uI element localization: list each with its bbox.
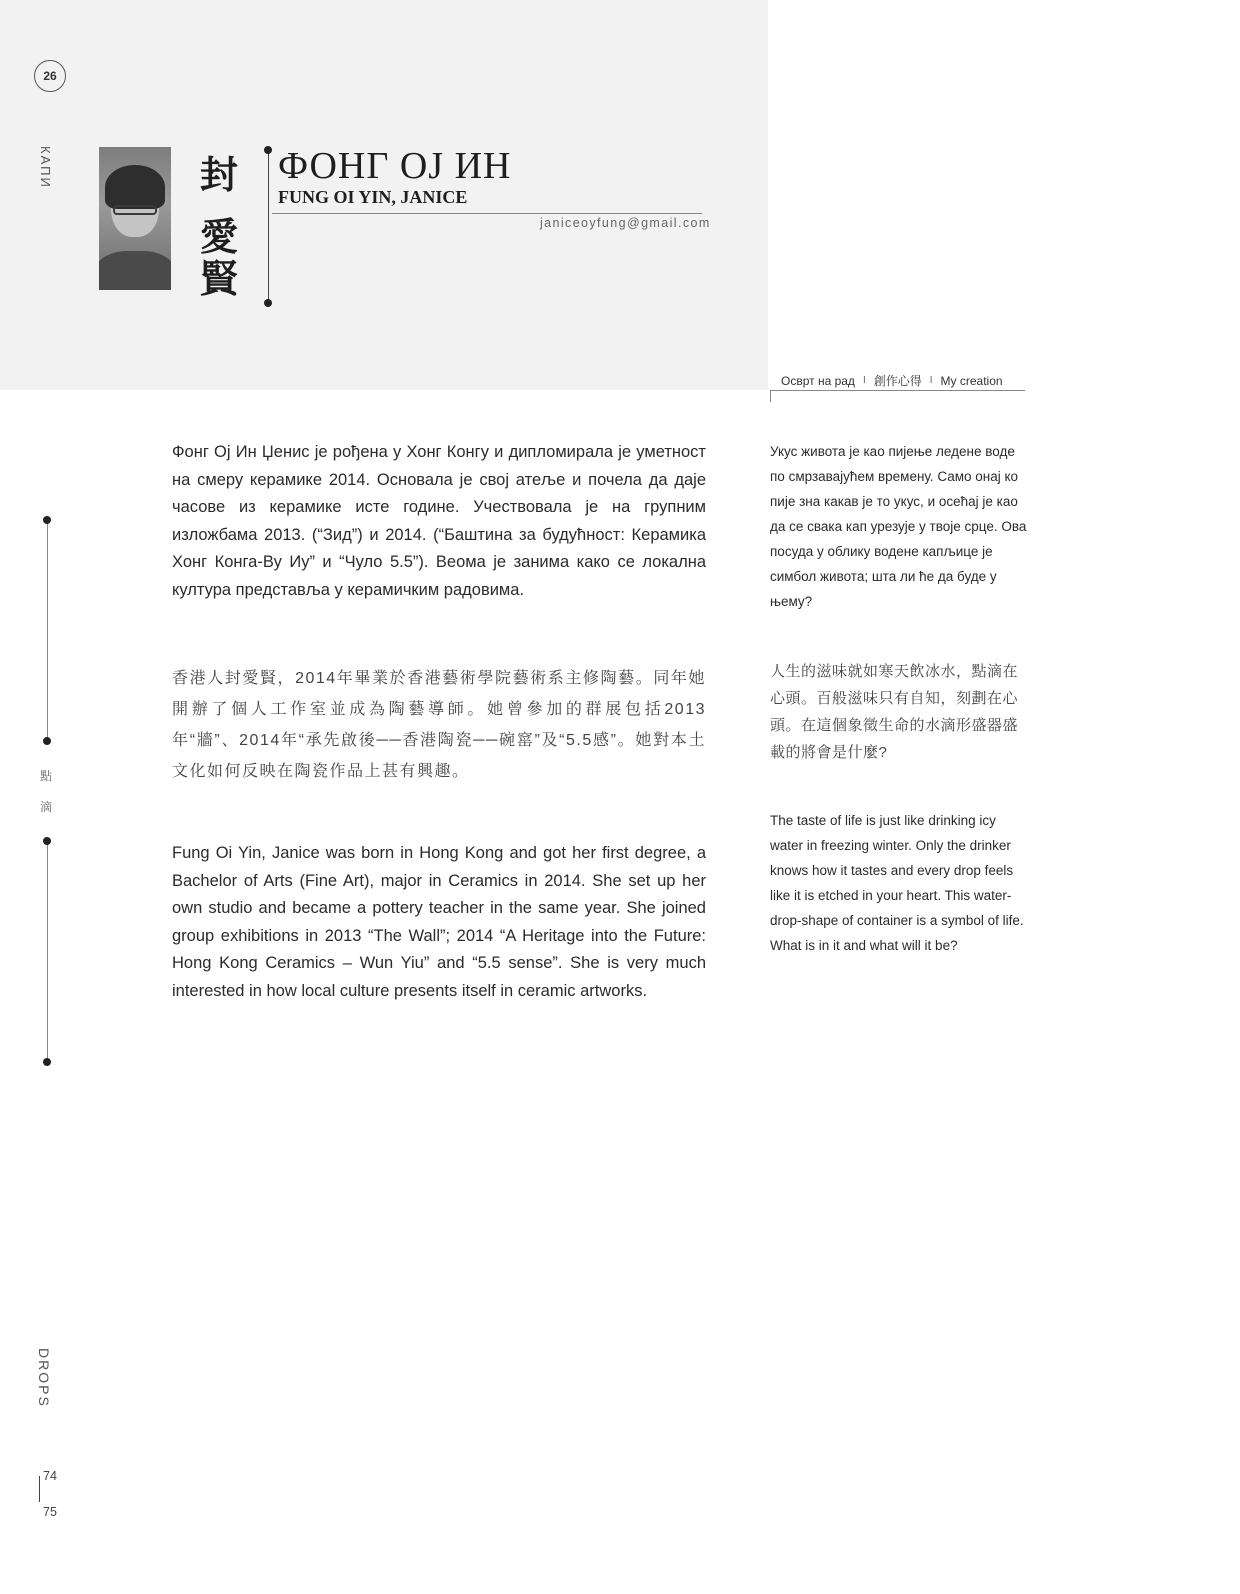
tab-english: My creation — [940, 373, 1003, 388]
tab-separator: I — [929, 375, 933, 386]
tabs-tick — [770, 390, 771, 402]
portrait-shoulders — [99, 251, 171, 290]
page-number-badge: 26 — [34, 60, 66, 92]
tabs-underline — [770, 390, 1025, 391]
name-cjk-char-3: 賢 — [200, 256, 239, 301]
timeline-dot — [43, 516, 51, 524]
bio-english: Fung Oi Yin, Janice was born in Hong Kong and got her first degree, a Bachelor of Arts (Fine Art), major in Ceramics in 2014. She set up her own studio and became a pottery teacher in the same year. She joined group exhibitions in 2013 “The Wall”; 2014 “A Heritage into the Future: Hong Kong Ceramics – Wun Yiu” and “5.5 sense”. She is very much interested in how local culture presents itself in ceramic artworks. — [172, 844, 706, 1000]
spread-page-left: 74 — [43, 1469, 57, 1483]
artist-name-cyrillic: ФОНГ ОЈ ИН — [278, 145, 512, 187]
statement-tabs — [781, 372, 1003, 389]
spread-page-right: 75 — [43, 1505, 57, 1519]
section-label-zh-2: 滴 — [40, 800, 53, 814]
portrait-glasses — [113, 205, 157, 215]
statement-chinese: 人生的滋味就如寒天飲冰水，點滴在心頭。百般滋味只有自知，刻劃在心頭。在這個象徵生命的水滴形盛器盛載的將會是什麼? — [770, 663, 1019, 761]
name-rule-bottom-dot — [264, 299, 272, 307]
artist-portrait — [99, 147, 171, 290]
tab-separator: I — [862, 375, 866, 386]
timeline-dot — [43, 1058, 51, 1066]
timeline-dot — [43, 837, 51, 845]
spread-page-numbers — [43, 1458, 57, 1530]
timeline-line-lower — [47, 841, 48, 1062]
timeline-line-upper — [47, 520, 48, 741]
name-cjk-char-2: 愛 — [200, 214, 239, 259]
name-horizontal-rule — [272, 213, 702, 214]
statement-english: The taste of life is just like drinking icy water in freezing winter. Only the drinker knows how it tastes and every drop feels like it is etched in your heart. This water-drop-shape of container is a symbol of life. What is in it and what will it be? — [770, 813, 1024, 953]
section-label-english: DROPS — [36, 1348, 52, 1408]
bio-chinese: 香港人封愛賢，2014年畢業於香港藝術學院藝術系主修陶藝。同年她開辦了個人工作室並成為陶藝導師。她曾參加的群展包括2013年“牆”、2014年“承先啟後──香港陶瓷──碗窰”及“5.5感”。她對本土文化如何反映在陶瓷作品上甚有興趣。 — [172, 670, 706, 780]
spread-page-divider — [39, 1476, 40, 1502]
portrait-hair — [105, 165, 165, 209]
tab-chinese: 創作心得 — [873, 374, 922, 388]
name-vertical-rule — [268, 150, 269, 302]
artist-name-english: FUNG OI YIN, JANICE — [278, 187, 468, 207]
section-label-zh-1: 點 — [40, 769, 53, 783]
artist-email[interactable]: janiceoyfung@gmail.com — [540, 216, 711, 230]
bio-serbian: Фонг Ој Ин Џенис је рођена у Хонг Конгу и дипломирала је уметност на смеру керамике 2014. Основала је свој атеље и почела да даје часове из керамике исте године. Учествовала је на групним изложбама 2013. (“Зид”) и 2014. (“Баштина за будућност: Керамика Хонг Конга-Ву Иу” и “Чуло 5.5”). Веома је занима како се локална култура представља у керамичким радовима. — [172, 443, 706, 599]
name-cjk-char-1: 封 — [200, 152, 239, 197]
timeline-dot — [43, 737, 51, 745]
statement-serbian: Укус живота је као пијење ледене воде по смрзавајућем времену. Само онај ко пије зна какав је то укус, и осећај је као да се свака кап урезује у твоје срце. Ова посуда у облику водене капљице је симбол живота; шта ли ће да буде у њему? — [770, 444, 1027, 609]
tab-serbian: Осврт на рад — [781, 373, 855, 388]
name-rule-top-dot — [264, 146, 272, 154]
section-label-cyrillic: КАПИ — [38, 146, 53, 189]
